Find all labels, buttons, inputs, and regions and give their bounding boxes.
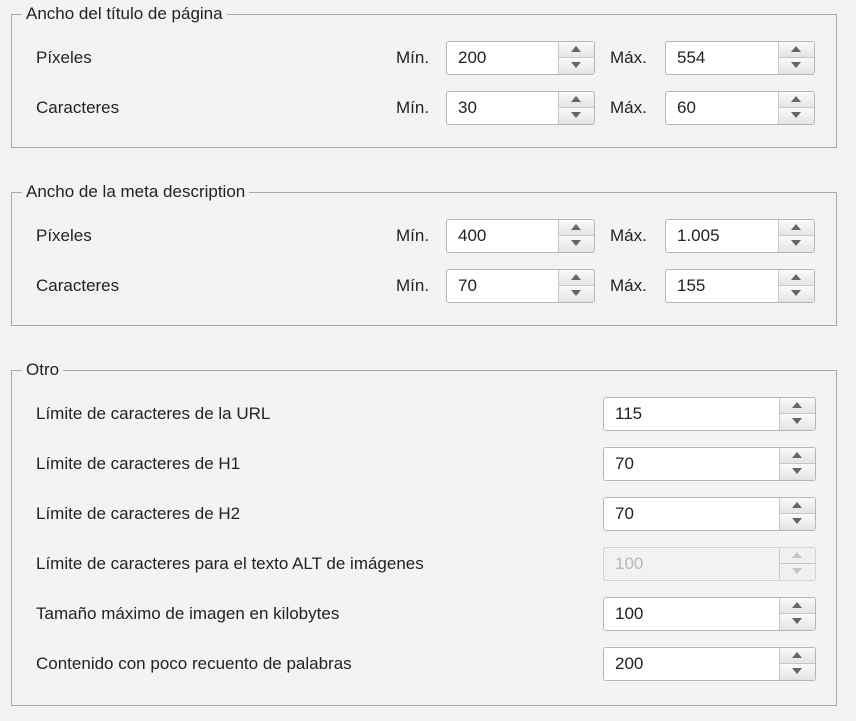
triangle-up-icon	[791, 551, 803, 559]
max-label: Máx.	[610, 226, 647, 245]
url-limit-row	[12, 397, 836, 431]
max-image-size-input[interactable]	[604, 598, 780, 630]
page-title-pixels-row	[12, 41, 836, 75]
triangle-down-icon	[570, 111, 582, 119]
increment-button[interactable]	[559, 42, 594, 58]
alt-text-limit-input	[604, 548, 780, 580]
increment-button[interactable]	[779, 270, 814, 286]
max-label: Máx.	[610, 48, 647, 67]
meta-description-width-group	[11, 182, 837, 326]
h1-limit-label: Límite de caracteres de H1	[36, 454, 241, 473]
decrement-button[interactable]	[559, 108, 594, 124]
triangle-down-icon	[570, 239, 582, 247]
meta-pixels-min-input[interactable]	[447, 220, 559, 252]
triangle-up-icon	[791, 451, 803, 459]
triangle-down-icon	[790, 61, 802, 69]
triangle-down-icon	[791, 417, 803, 425]
h2-limit-input[interactable]	[604, 498, 780, 530]
h1-limit-input[interactable]	[604, 448, 780, 480]
meta-description-width-legend: Ancho de la meta description	[22, 180, 249, 204]
decrement-button[interactable]	[780, 414, 815, 430]
triangle-up-icon	[570, 223, 582, 231]
triangle-up-icon	[790, 223, 802, 231]
h1-limit-spinner	[603, 447, 816, 481]
decrement-button[interactable]	[779, 236, 814, 252]
meta-pixels-label: Píxeles	[36, 226, 92, 245]
triangle-down-icon	[791, 517, 803, 525]
max-label: Máx.	[610, 276, 647, 295]
triangle-down-icon	[790, 111, 802, 119]
triangle-up-icon	[791, 601, 803, 609]
page-title-chars-max-input[interactable]	[666, 92, 779, 124]
meta-chars-label: Caracteres	[36, 276, 120, 295]
meta-chars-row	[12, 269, 836, 303]
decrement-button[interactable]	[779, 108, 814, 124]
increment-button[interactable]	[779, 42, 814, 58]
max-label: Máx.	[610, 98, 647, 117]
page-title-pixels-label: Píxeles	[36, 48, 92, 67]
decrement-button[interactable]	[559, 286, 594, 302]
triangle-down-icon	[790, 289, 802, 297]
url-limit-spinner	[603, 397, 816, 431]
triangle-down-icon	[791, 567, 803, 575]
alt-text-limit-row	[12, 547, 836, 581]
decrement-button	[780, 564, 815, 580]
increment-button[interactable]	[779, 92, 814, 108]
decrement-button[interactable]	[779, 286, 814, 302]
meta-pixels-max-input[interactable]	[666, 220, 779, 252]
triangle-up-icon	[791, 501, 803, 509]
triangle-up-icon	[790, 45, 802, 53]
triangle-down-icon	[570, 61, 582, 69]
decrement-button[interactable]	[780, 614, 815, 630]
decrement-button[interactable]	[779, 58, 814, 74]
min-label: Mín.	[396, 226, 430, 245]
page-title-width-group	[11, 4, 837, 148]
page-title-chars-min-spinner	[446, 91, 595, 125]
triangle-up-icon	[791, 651, 803, 659]
min-label: Mín.	[396, 48, 430, 67]
meta-pixels-min-spinner	[446, 219, 595, 253]
h2-limit-row	[12, 497, 836, 531]
page-title-chars-min-input[interactable]	[447, 92, 559, 124]
increment-button[interactable]	[559, 92, 594, 108]
triangle-up-icon	[570, 95, 582, 103]
page-title-chars-max-spinner	[665, 91, 815, 125]
max-image-size-spinner	[603, 597, 816, 631]
increment-button[interactable]	[780, 398, 815, 414]
alt-text-limit-label: Límite de caracteres para el texto ALT de imágenes	[36, 554, 424, 573]
triangle-down-icon	[791, 667, 803, 675]
increment-button[interactable]	[779, 220, 814, 236]
increment-button[interactable]	[780, 648, 815, 664]
increment-button[interactable]	[559, 220, 594, 236]
max-image-size-label: Tamaño máximo de imagen en kilobytes	[36, 604, 340, 623]
h2-limit-spinner	[603, 497, 816, 531]
increment-button[interactable]	[559, 270, 594, 286]
decrement-button[interactable]	[780, 514, 815, 530]
meta-chars-min-spinner	[446, 269, 595, 303]
meta-pixels-row	[12, 219, 836, 253]
increment-button	[780, 548, 815, 564]
page-title-pixels-max-input[interactable]	[666, 42, 779, 74]
decrement-button[interactable]	[780, 664, 815, 680]
url-limit-label: Límite de caracteres de la URL	[36, 404, 271, 423]
meta-chars-min-input[interactable]	[447, 270, 559, 302]
page-title-chars-label: Caracteres	[36, 98, 120, 117]
low-word-count-label: Contenido con poco recuento de palabras	[36, 654, 352, 673]
decrement-button[interactable]	[780, 464, 815, 480]
meta-pixels-max-spinner	[665, 219, 815, 253]
url-limit-input[interactable]	[604, 398, 780, 430]
triangle-down-icon	[791, 467, 803, 475]
min-label: Mín.	[396, 98, 430, 117]
low-word-count-row	[12, 647, 836, 681]
triangle-up-icon	[791, 401, 803, 409]
decrement-button[interactable]	[559, 236, 594, 252]
increment-button[interactable]	[780, 498, 815, 514]
max-image-size-row	[12, 597, 836, 631]
low-word-count-spinner	[603, 647, 816, 681]
triangle-up-icon	[790, 95, 802, 103]
page-title-pixels-min-input[interactable]	[447, 42, 559, 74]
page-title-chars-row	[12, 91, 836, 125]
triangle-up-icon	[570, 273, 582, 281]
alt-text-limit-spinner	[603, 547, 816, 581]
triangle-down-icon	[790, 239, 802, 247]
meta-chars-max-spinner	[665, 269, 815, 303]
min-label: Mín.	[396, 276, 430, 295]
h1-limit-row	[12, 447, 836, 481]
page-title-width-legend: Ancho del título de página	[22, 2, 227, 26]
triangle-down-icon	[570, 289, 582, 297]
triangle-up-icon	[570, 45, 582, 53]
decrement-button[interactable]	[559, 58, 594, 74]
low-word-count-input[interactable]	[604, 648, 780, 680]
other-legend: Otro	[22, 358, 63, 382]
h2-limit-label: Límite de caracteres de H2	[36, 504, 241, 523]
increment-button[interactable]	[780, 598, 815, 614]
increment-button[interactable]	[780, 448, 815, 464]
meta-chars-max-input[interactable]	[666, 270, 779, 302]
page-title-pixels-max-spinner	[665, 41, 815, 75]
triangle-down-icon	[791, 617, 803, 625]
triangle-up-icon	[790, 273, 802, 281]
other-group	[11, 360, 837, 706]
page-title-pixels-min-spinner	[446, 41, 595, 75]
